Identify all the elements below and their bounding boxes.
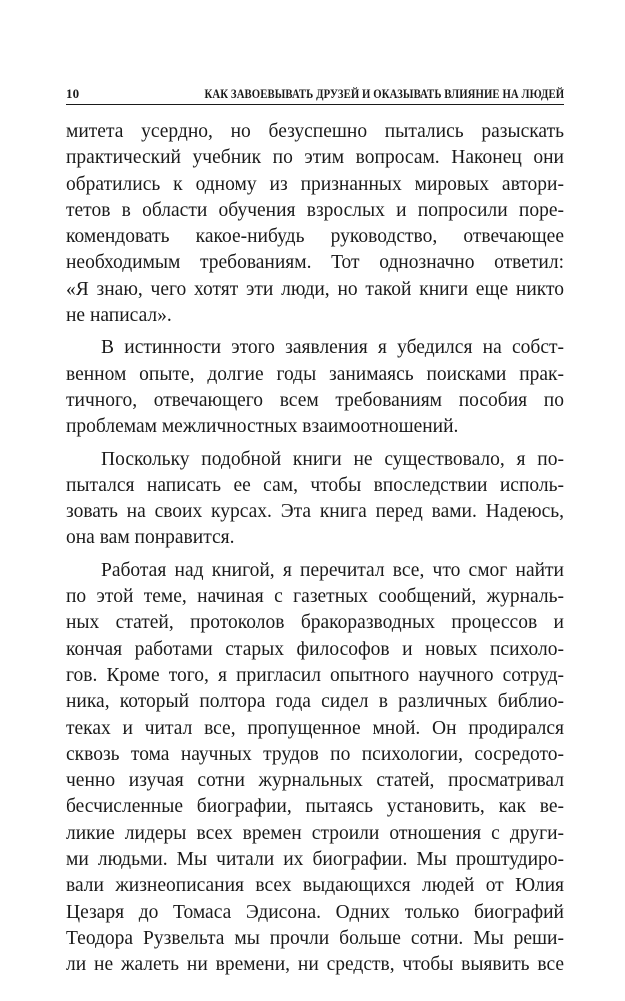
body-text xyxy=(66,119,564,985)
text-line: зовать на своих курсах. Эта книга перед вами. Надеюсь, xyxy=(66,501,564,523)
text-line: ника, который полтора года сидел в различных библио- xyxy=(66,691,564,713)
paragraph xyxy=(66,558,564,979)
book-title: КАК ЗАВОЕВЫВАТЬ ДРУЗЕЙ И ОКАЗЫВАТЬ ВЛИЯНИЕ НА ЛЮДЕЙ xyxy=(204,87,564,101)
text-line: комендовать какое-нибудь руководство, отвечающее xyxy=(66,226,564,248)
text-line: Работая над книгой, я перечитал все, что смог найти xyxy=(101,559,564,581)
text-line: Теодора Рузвельта мы прочли больше сотни. Мы реши- xyxy=(66,927,564,949)
text-line: гов. Кроме того, я пригласил опытного научного сотруд- xyxy=(66,664,564,686)
text-line: не написал». xyxy=(66,305,172,327)
text-line: необходимым требованиям. Тот однозначно ответил: xyxy=(66,252,564,274)
text-line: митета усердно, но безуспешно пытались разыскать xyxy=(66,121,564,142)
page-number: 10 xyxy=(66,86,80,101)
text-line: ных статей, протоколов бракоразводных процессов и xyxy=(66,612,564,634)
text-line: тетов в области обучения взрослых и попросили поре- xyxy=(66,199,564,221)
text-line: по этой теме, начиная с газетных сообщений, журналь- xyxy=(66,586,564,608)
text-line: Цезаря до Томаса Эдисона. Одних только биографий xyxy=(66,901,564,923)
text-line: бесчисленные биографии, пытаясь установить, как ве- xyxy=(66,796,564,818)
text-line: вали жизнеописания всех выдающихся людей от Юлия xyxy=(66,875,564,897)
text-line: ликие лидеры всех времен строили отношения с други- xyxy=(66,822,564,844)
text-line: Поскольку подобной книги не существовало, я по- xyxy=(101,448,564,470)
running-head xyxy=(66,82,564,102)
text-line: ченно изучая сотни журнальных статей, просматривал xyxy=(66,770,564,792)
text-line: ли не жалеть ни времени, ни средств, чтобы выявить все xyxy=(66,954,564,976)
text-line: проблемам межличностных взаимоотношений. xyxy=(66,416,459,438)
text-line: кончая работами старых философов и новых психоло- xyxy=(66,638,564,660)
paragraph xyxy=(66,335,564,440)
text-line: практический учебник по этим вопросам. Наконец они xyxy=(66,147,564,169)
text-line: сквозь тома научных трудов по психологии, сосредото- xyxy=(66,743,564,765)
text-line: теках и читал все, пропущенное мной. Он продирался xyxy=(66,717,564,739)
text-line: она вам понравится. xyxy=(66,527,235,549)
text-line: тичного, отвечающего всем требованиям пособия по xyxy=(66,389,564,411)
paragraph xyxy=(66,447,564,552)
paragraph xyxy=(66,119,564,329)
header-rule xyxy=(66,104,564,105)
text-line: «Я знаю, чего хотят эти люди, но такой книги еще никто xyxy=(66,278,564,300)
text-line: пытался написать ее сам, чтобы впоследствии исполь- xyxy=(66,474,564,496)
text-line: ми людьми. Мы читали их биографии. Мы проштудиро- xyxy=(66,849,564,871)
text-line: В истинности этого заявления я убедился на собст- xyxy=(101,337,564,359)
text-line: обратились к одному из признанных мировых автори- xyxy=(66,173,564,195)
text-line: венном опыте, долгие годы занимаясь поисками прак- xyxy=(66,363,564,385)
